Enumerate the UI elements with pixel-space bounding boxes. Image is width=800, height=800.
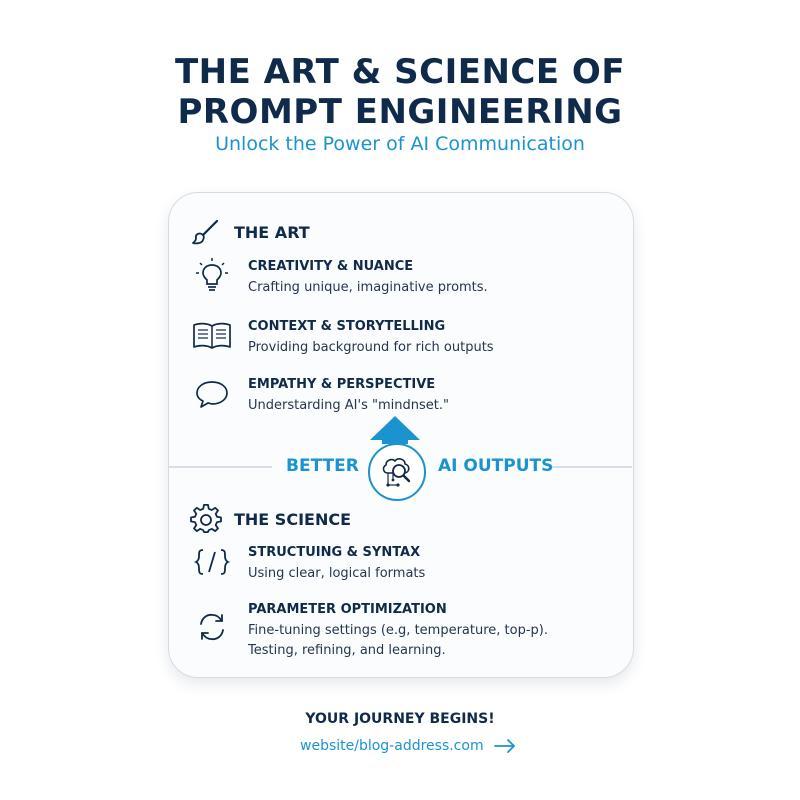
science-item-syntax xyxy=(190,544,425,584)
art-item-desc: Understarding AI's "mindnset." xyxy=(248,398,449,413)
art-item-creativity xyxy=(190,258,488,298)
art-item-title: EMPATHY & PERSPECTIVE xyxy=(248,377,436,392)
brain-magnifier-badge xyxy=(368,443,426,501)
science-item-desc-2: Testing, refining, and learning. xyxy=(248,643,446,658)
science-item-title: PARAMETER OPTIMIZATION xyxy=(248,602,447,617)
title-line-2: PROMPT ENGINEERING xyxy=(177,92,623,132)
lightbulb-icon xyxy=(195,257,229,295)
brain-magnifier-icon xyxy=(378,453,416,491)
science-heading xyxy=(190,503,351,535)
code-braces-icon xyxy=(194,547,230,577)
footer-link[interactable] xyxy=(300,738,516,754)
refresh-icon xyxy=(195,610,229,644)
speech-bubble-icon xyxy=(194,379,230,409)
gear-icon xyxy=(190,503,222,535)
science-item-desc: Using clear, logical formats xyxy=(248,566,426,581)
paintbrush-icon xyxy=(190,218,222,246)
open-book-icon xyxy=(191,321,233,351)
ai-outputs-label: AI OUTPUTS xyxy=(438,456,554,476)
art-item-desc: Crafting unique, imaginative promts. xyxy=(248,280,488,295)
divider-right xyxy=(552,466,632,468)
art-item-empathy xyxy=(190,376,449,416)
better-label: BETTER xyxy=(286,456,359,476)
footer-link-text[interactable]: website/blog-address.com xyxy=(300,738,484,754)
art-item-context xyxy=(190,318,494,358)
science-item-parameters xyxy=(190,601,548,661)
page-subtitle: Unlock the Power of AI Communication xyxy=(215,133,585,155)
art-item-desc: Providing background for rich outputs xyxy=(248,340,494,355)
art-item-title: CREATIVITY & NUANCE xyxy=(248,259,414,274)
arrow-right-icon[interactable] xyxy=(494,739,516,753)
science-item-desc: Fine-tuning settings (e.g, temperature, top-p). xyxy=(248,623,549,638)
art-heading xyxy=(190,218,310,246)
arrow-up-icon xyxy=(368,414,422,444)
footer-title: YOUR JOURNEY BEGINS! xyxy=(305,711,495,727)
science-item-title: STRUCTUING & SYNTAX xyxy=(248,545,421,560)
art-heading-label: THE ART xyxy=(234,222,310,242)
title-line-1: THE ART & SCIENCE OF xyxy=(174,52,626,92)
page-title xyxy=(0,52,800,132)
divider-left xyxy=(168,466,272,468)
art-item-title: CONTEXT & STORYTELLING xyxy=(248,319,446,334)
science-heading-label: THE SCIENCE xyxy=(234,509,352,529)
